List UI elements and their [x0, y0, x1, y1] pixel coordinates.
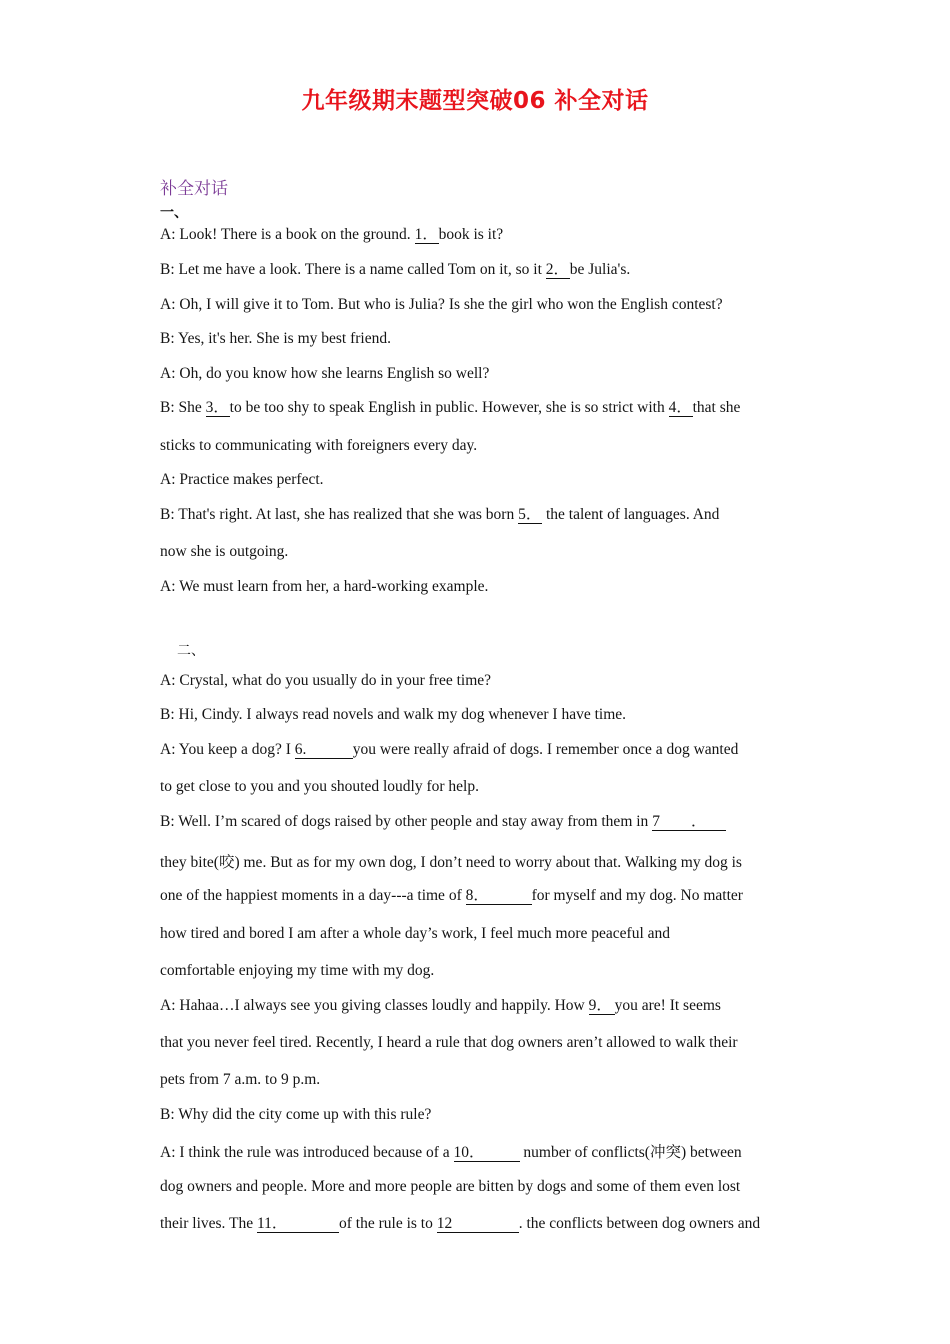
dialog1-line: A: Practice makes perfect.: [160, 471, 324, 488]
blank-8[interactable]: 8．: [466, 887, 532, 905]
dialog1-line: A: Look! There is a book on the ground. 1．book is it?: [160, 226, 504, 243]
dialog2-line: A: Hahaa…I always see you giving classes loudly and happily. How 9． you are! It seems: [160, 997, 721, 1014]
blank-11[interactable]: 11．: [257, 1215, 339, 1233]
blank-9[interactable]: 9．: [589, 997, 615, 1015]
dialog2-line: how tired and bored I am after a whole day’s work, I feel much more peaceful and: [160, 925, 671, 942]
dialog1-line: B: That's right. At last, she has realized that she was born 5． the talent of languages. And: [160, 506, 720, 523]
dialog2-line: their lives. The 11． of the rule is to 12 . the conflicts between dog owners and: [160, 1215, 761, 1232]
blank-6[interactable]: 6.: [295, 741, 353, 759]
dialog1-line: sticks to communicating with foreigners every day.: [160, 437, 478, 454]
dialog2-line: A: I think the rule was introduced because of a 10． number of conflicts(冲突) between: [160, 1144, 742, 1161]
dialog2-line: one of the happiest moments in a day---a time of 8． for myself and my dog. No matter: [160, 887, 743, 904]
blank-2[interactable]: 2．: [545, 261, 570, 278]
blank-10[interactable]: 10．: [454, 1144, 520, 1162]
dialog1-line: A: Oh, do you know how she learns English so well?: [160, 365, 490, 382]
dialog2-line: A: Crystal, what do you usually do in your free time?: [160, 672, 492, 689]
part-one-label: 一、: [160, 205, 188, 221]
part-two-label: 二、: [177, 643, 205, 659]
dialog2-line: they bite(咬) me. But as for my own dog, I don’t need to worry about that. Walking my dog is: [160, 854, 742, 871]
dialog2-line: A: You keep a dog? I 6. you were really afraid of dogs. I remember once a dog wanted: [160, 741, 739, 758]
dialog2-line: B: Well. I’m scared of dogs raised by other people and stay away from them in 7 ．: [160, 813, 726, 831]
dialog2-line: dog owners and people. More and more people are bitten by dogs and some of them even lost: [160, 1178, 741, 1195]
dialog2-line: that you never feel tired. Recently, I heard a rule that dog owners aren’t allowed to walk their: [160, 1034, 738, 1051]
dialog2-line: pets from 7 a.m. to 9 p.m.: [160, 1071, 321, 1088]
dialog1-line: now she is outgoing.: [160, 543, 289, 560]
blank-12[interactable]: 12: [437, 1215, 519, 1233]
dialog2-line: to get close to you and you shouted loudly for help.: [160, 778, 479, 795]
blank-7[interactable]: 7 ．: [652, 813, 726, 831]
blank-4[interactable]: 4．: [668, 399, 692, 416]
dialog1-line: A: Oh, I will give it to Tom. But who is Julia? Is she the girl who won the English contest?: [160, 296, 723, 313]
dialog2-line: comfortable enjoying my time with my dog.: [160, 962, 435, 979]
blank-1[interactable]: 1．: [414, 226, 438, 243]
blank-5[interactable]: 5．: [518, 506, 542, 523]
dialog1-line: B: She 3．to be too shy to speak English in public. However, she is so strict with 4．that she: [160, 399, 741, 416]
document-title: 九年级期末题型突破06 补全对话: [301, 88, 649, 114]
section-heading: 补全对话: [160, 179, 228, 199]
dialog1-line: A: We must learn from her, a hard-working example.: [160, 578, 489, 595]
dialog2-line: B: Hi, Cindy. I always read novels and walk my dog whenever I have time.: [160, 706, 627, 723]
blank-3[interactable]: 3．: [205, 399, 229, 416]
dialog1-line: B: Yes, it's her. She is my best friend.: [160, 330, 391, 347]
dialog2-line: B: Why did the city come up with this rule?: [160, 1106, 432, 1123]
dialog1-line: B: Let me have a look. There is a name called Tom on it, so it 2．be Julia's.: [160, 261, 631, 278]
